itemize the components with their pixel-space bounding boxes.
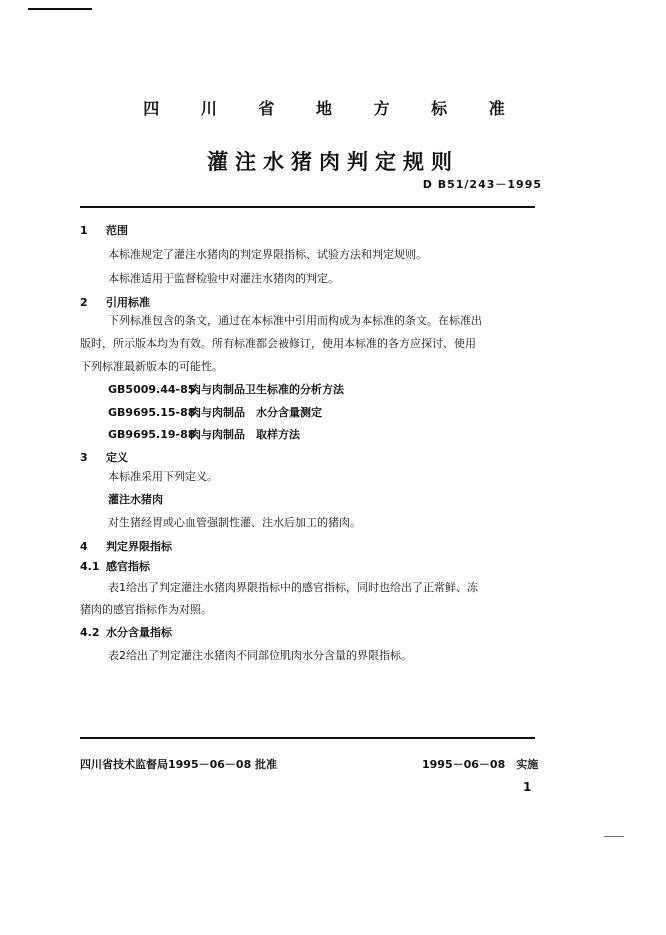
section-4-1-paragraph-line: 表1给出了判定灌注水猪肉界限指标中的感官指标，同时也给出了正常鲜、冻 xyxy=(108,581,478,594)
section-title: 引用标准 xyxy=(106,296,150,309)
section-2-paragraph-line: 版时，所示版本均为有效。所有标准都会被修订，使用本标准的各方应探讨、使用 xyxy=(80,337,476,350)
reference-title: 肉与肉制品 取样方法 xyxy=(190,428,300,441)
section-number: 4 xyxy=(80,540,88,553)
reference-item xyxy=(108,381,344,397)
section-4-2-paragraph: 表2给出了判定灌注水猪肉不同部位肌肉水分含量的界限指标。 xyxy=(108,649,412,662)
section-title: 定义 xyxy=(106,451,128,464)
standard-number: D B51/243－1995 xyxy=(422,178,542,191)
section-3-heading xyxy=(80,449,128,465)
section-title: 水分含量指标 xyxy=(106,626,172,639)
header-rule xyxy=(80,206,535,208)
section-4-1-heading xyxy=(80,558,150,574)
section-2-paragraph-line: 下列标准最新版本的可能性。 xyxy=(80,360,223,373)
document-title: 灌注水猪肉判定规则 xyxy=(207,150,459,174)
reference-code: GB5009.44-85 xyxy=(108,383,196,396)
section-1-paragraph-2: 本标准适用于监督检验中对灌注水猪肉的判定。 xyxy=(108,272,339,285)
section-4-heading xyxy=(80,538,172,554)
section-2-paragraph-line: 下列标准包含的条文，通过在本标准中引用而构成为本标准的条文。在标准出 xyxy=(108,314,482,327)
section-number: 4.1 xyxy=(80,560,100,573)
section-title: 感官指标 xyxy=(106,560,150,573)
approval-statement: 四川省技术监督局1995－06－08 批准 xyxy=(80,758,278,771)
footer-rule xyxy=(80,737,535,739)
section-number: 3 xyxy=(80,451,88,464)
section-title: 判定界限指标 xyxy=(106,540,172,553)
reference-title: 肉与肉制品卫生标准的分析方法 xyxy=(190,383,344,396)
term-definition: 对生猪经胃或心血管强制性灌、注水后加工的猪肉。 xyxy=(108,516,361,529)
effective-date: 1995－06－08 实施 xyxy=(422,758,539,771)
issuing-authority: 四 川 省 地 方 标 准 xyxy=(143,99,523,118)
section-4-2-heading xyxy=(80,624,172,640)
section-1-paragraph-1: 本标准规定了灌注水猪肉的判定界限指标、试验方法和判定规则。 xyxy=(108,248,427,261)
section-2-heading xyxy=(80,294,150,310)
reference-code: GB9695.19-88 xyxy=(108,428,196,441)
section-number: 4.2 xyxy=(80,626,100,639)
section-4-1-paragraph-line: 猪肉的感官指标作为对照。 xyxy=(80,603,212,616)
scan-mark xyxy=(28,8,92,10)
reference-code: GB9695.15-88 xyxy=(108,406,196,419)
page-number: 1 xyxy=(523,780,532,794)
scan-mark xyxy=(604,836,624,837)
section-3-paragraph: 本标准采用下列定义。 xyxy=(108,470,218,483)
reference-item xyxy=(108,426,300,442)
reference-item xyxy=(108,404,322,420)
section-number: 1 xyxy=(80,224,88,237)
defined-term: 灌注水猪肉 xyxy=(108,493,163,506)
section-title: 范围 xyxy=(106,224,128,237)
section-number: 2 xyxy=(80,296,88,309)
section-1-heading xyxy=(80,222,128,238)
reference-title: 肉与肉制品 水分含量测定 xyxy=(190,406,322,419)
